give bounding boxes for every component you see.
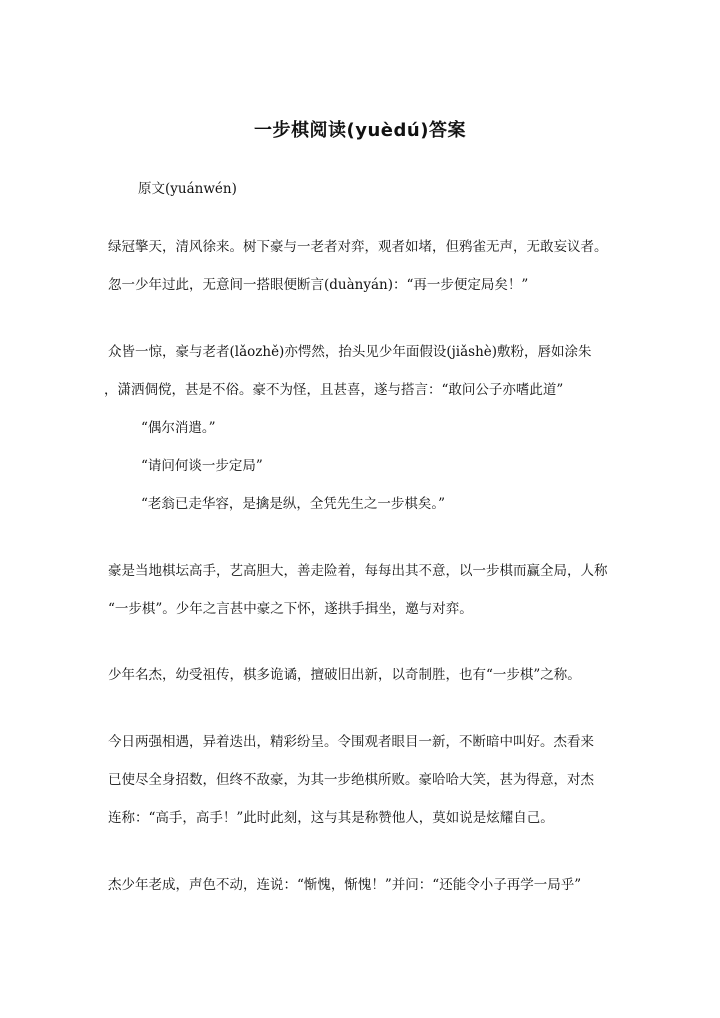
paragraph-line: “偶尔消遣。” [141,420,216,436]
paragraph-line: 今日两强相遇，异着迭出，精彩纷呈。令围观者眼目一新，不断暗中叫好。杰看来 [108,734,594,750]
paragraph-line: 忽一少年过此，无意间一搭眼便断言(duànyán)：“再一步便定局矣！” [108,277,529,293]
paragraph-line: “老翁已走华容，是擒是纵，全凭先生之一步棋矣。” [141,496,446,512]
paragraph-line: 已使尽全身招数，但终不敌豪，为其一步绝棋所败。豪哈哈大笑，甚为得意，对杰 [108,772,594,788]
paragraph-line: “请问何谈一步定局” [141,458,263,474]
paragraph-line: “一步棋”。少年之言甚中豪之下怀，遂拱手揖坐，邀与对弈。 [108,601,473,617]
paragraph-line: 豪是当地棋坛高手，艺高胆大，善走险着，每每出其不意，以一步棋而赢全局，人称 [108,563,608,579]
paragraph-line: 少年名杰，幼受祖传，棋多诡谲，擅破旧出新，以奇制胜，也有“一步棋”之称。 [108,667,581,683]
paragraph-line: 杰少年老成，声色不动，连说：“惭愧，惭愧！”并问：“还能令小子再学一局乎” [108,877,582,893]
document-title: 一步棋阅读(yuèdú)答案 [254,120,466,141]
paragraph-line: 原文(yuánwén) [138,181,237,197]
paragraph-line: 连称：“高手，高手！”此时此刻，这与其是称赞他人，莫如说是炫耀自己。 [108,810,554,826]
paragraph-line: 绿冠擎天，清风徐来。树下豪与一老者对弈，观者如堵，但鸦雀无声，无敢妄议者。 [108,239,608,255]
paragraph-line: 众皆一惊，豪与老者(lǎozhě)亦愕然，抬头见少年面假设(jiǎshè)敷粉，唇如涂朱 [108,344,592,360]
paragraph-line: ，潇洒倜傥，甚是不俗。豪不为怪，且甚喜，遂与搭言：“敢问公子亦嗜此道” [104,382,564,398]
